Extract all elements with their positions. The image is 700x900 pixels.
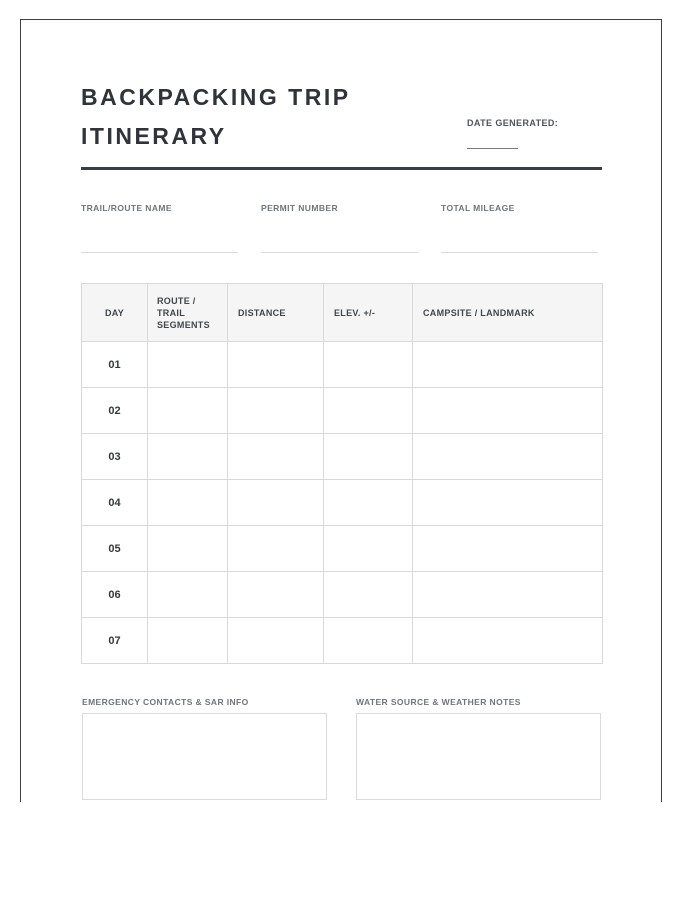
campsite-cell bbox=[413, 572, 603, 618]
campsite-cell bbox=[413, 618, 603, 664]
table-row bbox=[82, 618, 603, 664]
distance-cell bbox=[228, 342, 324, 388]
trail-route-name-label: TRAIL/ROUTE NAME bbox=[81, 203, 172, 213]
table-row bbox=[82, 342, 603, 388]
day-cell: 04 bbox=[82, 480, 148, 526]
emergency-contacts-box bbox=[82, 713, 327, 800]
campsite-cell bbox=[413, 342, 603, 388]
column-header-distance: DISTANCE bbox=[228, 284, 324, 342]
campsite-cell bbox=[413, 480, 603, 526]
route-cell bbox=[148, 480, 228, 526]
route-cell bbox=[148, 618, 228, 664]
table-row bbox=[82, 572, 603, 618]
day-cell: 06 bbox=[82, 572, 148, 618]
water-weather-notes-box bbox=[356, 713, 601, 800]
day-cell: 07 bbox=[82, 618, 148, 664]
distance-cell bbox=[228, 526, 324, 572]
elevation-cell bbox=[324, 618, 413, 664]
day-cell: 01 bbox=[82, 342, 148, 388]
elevation-cell bbox=[324, 526, 413, 572]
campsite-cell bbox=[413, 388, 603, 434]
elevation-cell bbox=[324, 388, 413, 434]
page-title-line-1: BACKPACKING TRIP bbox=[81, 84, 351, 110]
column-header-day: DAY bbox=[82, 284, 148, 342]
elevation-cell bbox=[324, 480, 413, 526]
section-water-weather-notes bbox=[356, 697, 601, 800]
day-cell: 03 bbox=[82, 434, 148, 480]
field-total-mileage bbox=[441, 203, 598, 253]
table-header-row bbox=[82, 284, 603, 342]
section-emergency-contacts bbox=[82, 697, 327, 800]
elevation-cell bbox=[324, 434, 413, 480]
distance-cell bbox=[228, 480, 324, 526]
permit-number-label: PERMIT NUMBER bbox=[261, 203, 338, 213]
distance-cell bbox=[228, 434, 324, 480]
field-trail-route-name bbox=[81, 203, 238, 253]
column-header-route: ROUTE / TRAIL SEGMENTS bbox=[148, 284, 228, 342]
permit-number-value-line bbox=[261, 252, 418, 253]
distance-cell bbox=[228, 618, 324, 664]
elevation-cell bbox=[324, 342, 413, 388]
trail-route-name-value-line bbox=[81, 252, 238, 253]
distance-cell bbox=[228, 572, 324, 618]
column-header-campsite: CAMPSITE / LANDMARK bbox=[413, 284, 603, 342]
distance-cell bbox=[228, 388, 324, 434]
itinerary-table bbox=[81, 283, 603, 664]
document-page bbox=[20, 19, 662, 802]
day-cell: 05 bbox=[82, 526, 148, 572]
page-title-line-2: ITINERARY bbox=[81, 123, 227, 149]
route-cell bbox=[148, 526, 228, 572]
campsite-cell bbox=[413, 434, 603, 480]
route-cell bbox=[148, 388, 228, 434]
column-header-elevation: ELEV. +/- bbox=[324, 284, 413, 342]
route-cell bbox=[148, 434, 228, 480]
header-divider bbox=[81, 167, 602, 170]
date-generated-value-line bbox=[467, 148, 518, 149]
elevation-cell bbox=[324, 572, 413, 618]
campsite-cell bbox=[413, 526, 603, 572]
table-row bbox=[82, 480, 603, 526]
date-generated-label: DATE GENERATED: bbox=[467, 118, 559, 128]
table-row bbox=[82, 388, 603, 434]
route-cell bbox=[148, 572, 228, 618]
table-row bbox=[82, 526, 603, 572]
total-mileage-label: TOTAL MILEAGE bbox=[441, 203, 515, 213]
route-cell bbox=[148, 342, 228, 388]
table-row bbox=[82, 434, 603, 480]
emergency-contacts-label: EMERGENCY CONTACTS & SAR INFO bbox=[82, 697, 249, 707]
total-mileage-value-line bbox=[441, 252, 598, 253]
date-generated-block bbox=[467, 118, 558, 149]
page-title bbox=[81, 78, 351, 156]
water-weather-notes-label: WATER SOURCE & WEATHER NOTES bbox=[356, 697, 521, 707]
field-permit-number bbox=[261, 203, 418, 253]
day-cell: 02 bbox=[82, 388, 148, 434]
